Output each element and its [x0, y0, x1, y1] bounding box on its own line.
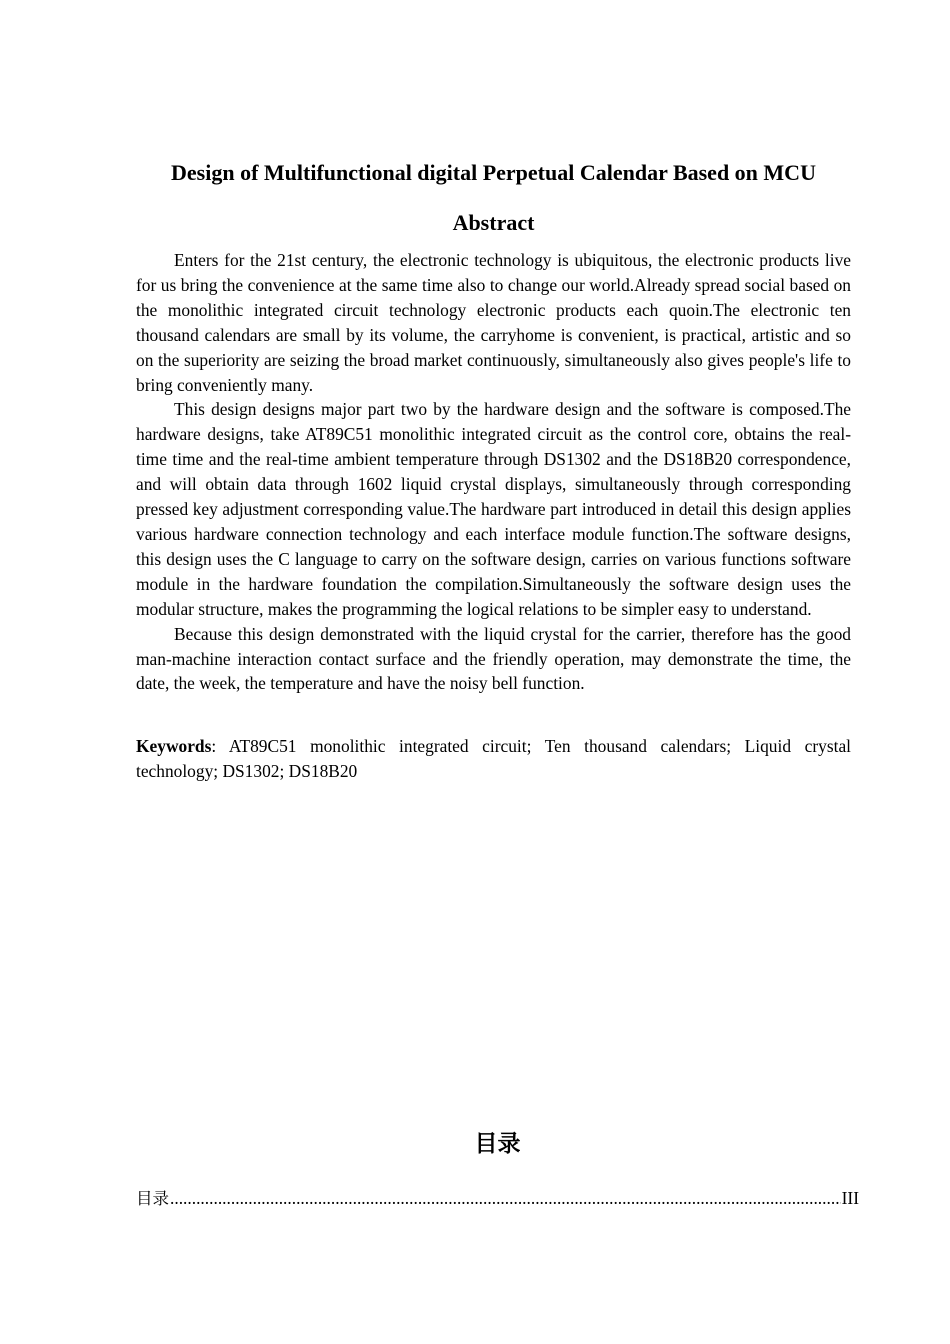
toc-heading: 目录: [474, 1131, 521, 1157]
keywords-text: : AT89C51 monolithic integrated circuit; Ten thousand calendars; Liquid crystal technology; DS1302; DS18B20: [136, 736, 851, 781]
toc-entry-page: III: [841, 1188, 859, 1208]
abstract-paragraph-2: This design designs major part two by the hardware design and the software is composed.The hardware designs, take AT89C51 monolithic integrated circuit as the control core, obtains the real-time time and the real-time ambient temperature through DS1302 and the DS18B20 correspondence, and will obtain data through 1602 liquid crystal displays, simultaneously through corresponding pressed key adjustment corresponding value.The hardware part introduced in detail this design applies various hardware connection technology and each interface module function.The software designs, this design uses the C language to carry on the software design, carries on various functions software module in the hardware foundation the compilation.Simultaneously the software design uses the modular structure, makes the programming the logical relations to be simpler easy to understand.: [136, 399, 851, 619]
toc-entry-label: 目录: [136, 1189, 169, 1208]
keywords-line: [136, 734, 851, 784]
keywords-label: Keywords: [136, 736, 212, 756]
toc-leader-dots: [170, 1186, 841, 1210]
abstract-body: [136, 248, 851, 696]
abstract-heading: Abstract: [452, 210, 535, 235]
toc-entry[interactable]: [136, 1186, 859, 1211]
abstract-paragraph-3: Because this design demonstrated with the liquid crystal for the carrier, therefore has the good man-machine interaction contact surface and the friendly operation, may demonstrate the time, the date, the week, the temperature and have the noisy bell function.: [136, 623, 851, 694]
abstract-paragraph-1: Enters for the 21st century, the electronic technology is ubiquitous, the electronic products live for us bring the convenience at the same time also to change our world.Already spread social based on the monolithic integrated circuit technology electronic products each quoin.The electronic ten thousand calendars are small by its volume, the carryhome is convenient, is practical, artistic and so on the superiority are seizing the broad market continuously, simultaneously also gives people's life to bring conveniently many.: [136, 250, 851, 395]
document-title: Design of Multifunctional digital Perpetual Calendar Based on MCU: [171, 160, 816, 185]
